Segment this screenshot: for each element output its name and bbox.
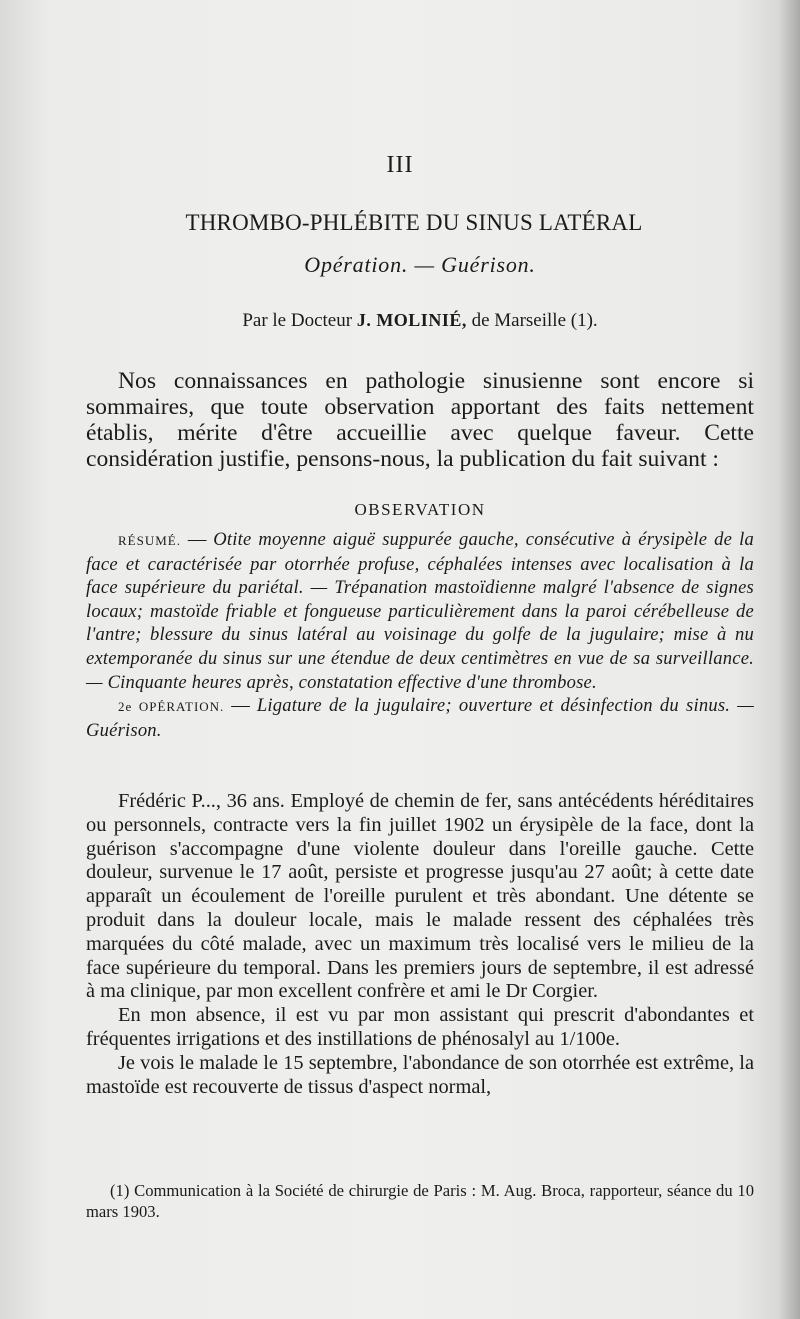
case-paragraph-1: Frédéric P..., 36 ans. Employé de chemin de fer, sans antécédents héréditaires ou personnels, contracte vers la fin juillet 1902 un érysipèle de la face, dont la guérison s'accompagne d'une violente douleur dans l'oreille gauche. Cette douleur, survenue le 17 août, persiste et progresse jusqu'au 27 août; à cette date apparaît un écoulement de l'oreille purulent et très abondant. Une détente se produit dans la douleur locale, mais le malade ressent des céphalées très marquées du côté malade, avec un maximum très localisé vers le milieu de la face supérieure du temporal. Dans les premiers jours de septembre, il est adressé à ma clinique, par mon excellent confrère et ami le Dr Corgier. <box>86 790 754 1003</box>
footnote <box>86 1180 754 1222</box>
resume-paragraph <box>86 528 754 694</box>
observation-heading: OBSERVATION <box>354 500 486 519</box>
case-paragraph-3: Je vois le malade le 15 septembre, l'abondance de son otorrhée est extrême, la mastoïde est recouverte de tissus d'aspect normal, <box>86 1051 754 1098</box>
second-operation-label: 2e OPÉRATION. <box>118 699 225 715</box>
case-body <box>86 790 754 1099</box>
byline-prefix: Par le Docteur <box>242 310 353 331</box>
intro-section <box>86 368 754 472</box>
footnote-text: (1) Communication à la Société de chirurgie de Paris : M. Aug. Broca, rapporteur, séance du 10 mars 1903. <box>86 1181 754 1221</box>
intro-paragraph: Nos connaissances en pathologie sinusienne sont encore si sommaires, que toute observation apportant des faits nettement établis, mérite d'être accueillie avec quelque faveur. Cette considération justifie, pensons-nous, la publication du fait suivant : <box>86 368 754 472</box>
second-operation-dash: — <box>231 695 250 717</box>
second-operation-paragraph <box>86 694 754 742</box>
resume-text: Otite moyenne aiguë suppurée gauche, consécutive à érysipèle de la face et caractérisée par otorrhée profuse, céphalées intenses avec localisation à la face supérieure du pariétal. — Trépanation mastoïdienne malgré l'absence de signes locaux; mastoïde friable et fongueuse particulièrement dans la paroi cérébelleuse de l'antre; blessure du sinus latéral au voisinage du golfe de la jugulaire; mise à nu extemporanée du sinus sur une étendue de deux centimètres en vue de sa surveillance. — Cinquante heures après, constatation effective d'une thrombose. <box>86 529 754 693</box>
author-name: J. MOLINIÉ, <box>356 310 467 330</box>
resume-section <box>86 528 754 742</box>
second-operation-text: Ligature de la jugulaire; ouverture et désinfection du sinus. — Guérison. <box>86 695 754 741</box>
resume-dash: — <box>187 529 207 550</box>
article-subtitle: Opération. — Guérison. <box>304 252 536 277</box>
byline <box>0 310 800 332</box>
byline-suffix: de Marseille (1). <box>471 310 598 331</box>
page-edge-shadow <box>778 0 800 1319</box>
article-title: THROMBO-PHLÉBITE DU SINUS LATÉRAL <box>185 210 643 235</box>
case-paragraph-2: En mon absence, il est vu par mon assistant qui prescrit d'abondantes et fréquentes irrigations et des instillations de phénosalyl au 1/100e. <box>86 1004 754 1050</box>
section-number: III <box>386 152 414 178</box>
resume-label: RÉSUMÉ. <box>118 533 181 548</box>
